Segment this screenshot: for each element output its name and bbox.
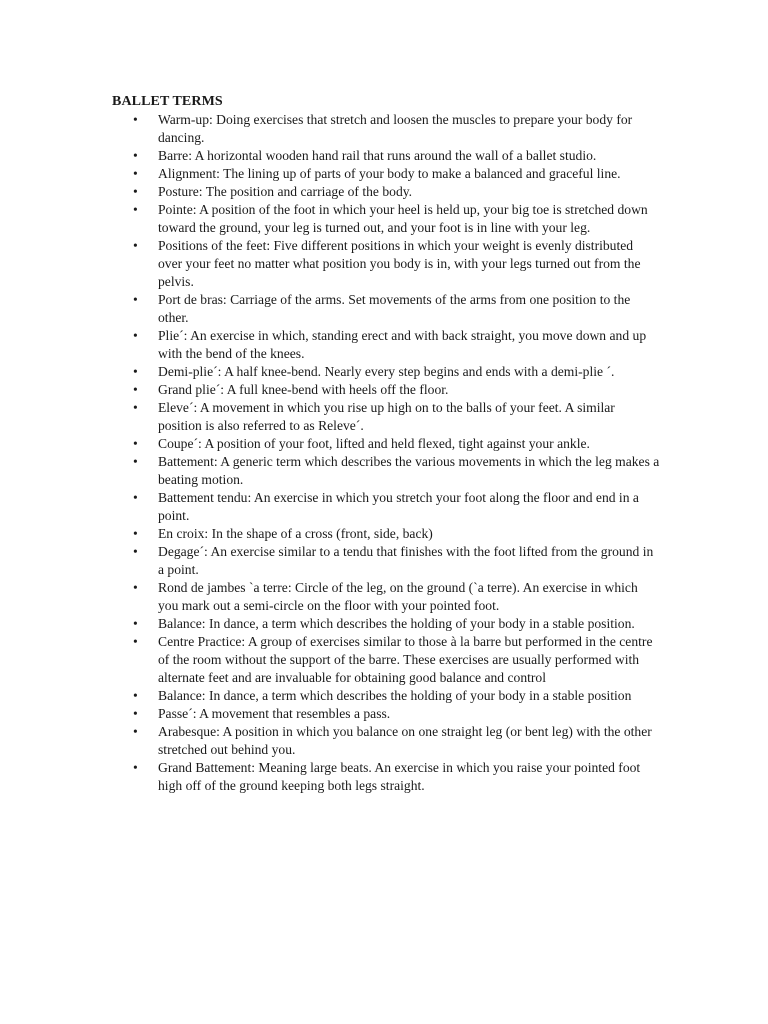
list-item: • Positions of the feet: Five different positions in which your weight is evenly distributed over your feet no matter what position you body is in, with your legs turned out from the pelvis. — [112, 237, 660, 291]
list-item: • Pointe: A position of the foot in which your heel is held up, your big toe is stretched down toward the ground, your leg is turned out, and your foot is in line with your leg. — [112, 201, 660, 237]
list-item: • Battement tendu: An exercise in which you stretch your foot along the floor and end in a point. — [112, 489, 660, 525]
list-item: • Warm-up: Doing exercises that stretch and loosen the muscles to prepare your body for dancing. — [112, 111, 660, 147]
list-item: • Battement: A generic term which describes the various movements in which the leg makes a beating motion. — [112, 453, 660, 489]
list-item: • Rond de jambes `a terre: Circle of the leg, on the ground (`a terre). An exercise in which you mark out a semi-circle on the floor with your pointed foot. — [112, 579, 660, 615]
document-page — [112, 93, 660, 795]
list-item: • Degage´: An exercise similar to a tendu that finishes with the foot lifted from the ground in a point. — [112, 543, 660, 579]
list-item: • Barre: A horizontal wooden hand rail that runs around the wall of a ballet studio. — [112, 147, 660, 165]
list-item: • Balance: In dance, a term which describes the holding of your body in a stable position. — [112, 615, 660, 633]
list-item: • Demi-plie´: A half knee-bend. Nearly every step begins and ends with a demi-plie ´. — [112, 363, 660, 381]
list-item: • Eleve´: A movement in which you rise up high on to the balls of your feet. A similar position is also referred to as Releve´. — [112, 399, 660, 435]
list-item: • Alignment: The lining up of parts of your body to make a balanced and graceful line. — [112, 165, 660, 183]
list-item: • Coupe´: A position of your foot, lifted and held flexed, tight against your ankle. — [112, 435, 660, 453]
terms-list — [112, 111, 660, 795]
list-item: • Arabesque: A position in which you balance on one straight leg (or bent leg) with the other stretched out behind you. — [112, 723, 660, 759]
list-item: • Grand plie´: A full knee-bend with heels off the floor. — [112, 381, 660, 399]
list-item: • Balance: In dance, a term which describes the holding of your body in a stable position — [112, 687, 660, 705]
list-item: • Centre Practice: A group of exercises similar to those à la barre but performed in the centre of the room without the support of the barre. These exercises are usually performed with alternate feet and are invaluable for obtaining good balance and control — [112, 633, 660, 687]
list-item: • Grand Battement: Meaning large beats. An exercise in which you raise your pointed foot high off of the ground keeping both legs straight. — [112, 759, 660, 795]
list-item: • Posture: The position and carriage of the body. — [112, 183, 660, 201]
list-item: • En croix: In the shape of a cross (front, side, back) — [112, 525, 660, 543]
list-item: • Plie´: An exercise in which, standing erect and with back straight, you move down and up with the bend of the knees. — [112, 327, 660, 363]
document-title: BALLET TERMS — [112, 94, 223, 109]
list-item: • Passe´: A movement that resembles a pass. — [112, 705, 660, 723]
list-item: • Port de bras: Carriage of the arms. Set movements of the arms from one position to the other. — [112, 291, 660, 327]
